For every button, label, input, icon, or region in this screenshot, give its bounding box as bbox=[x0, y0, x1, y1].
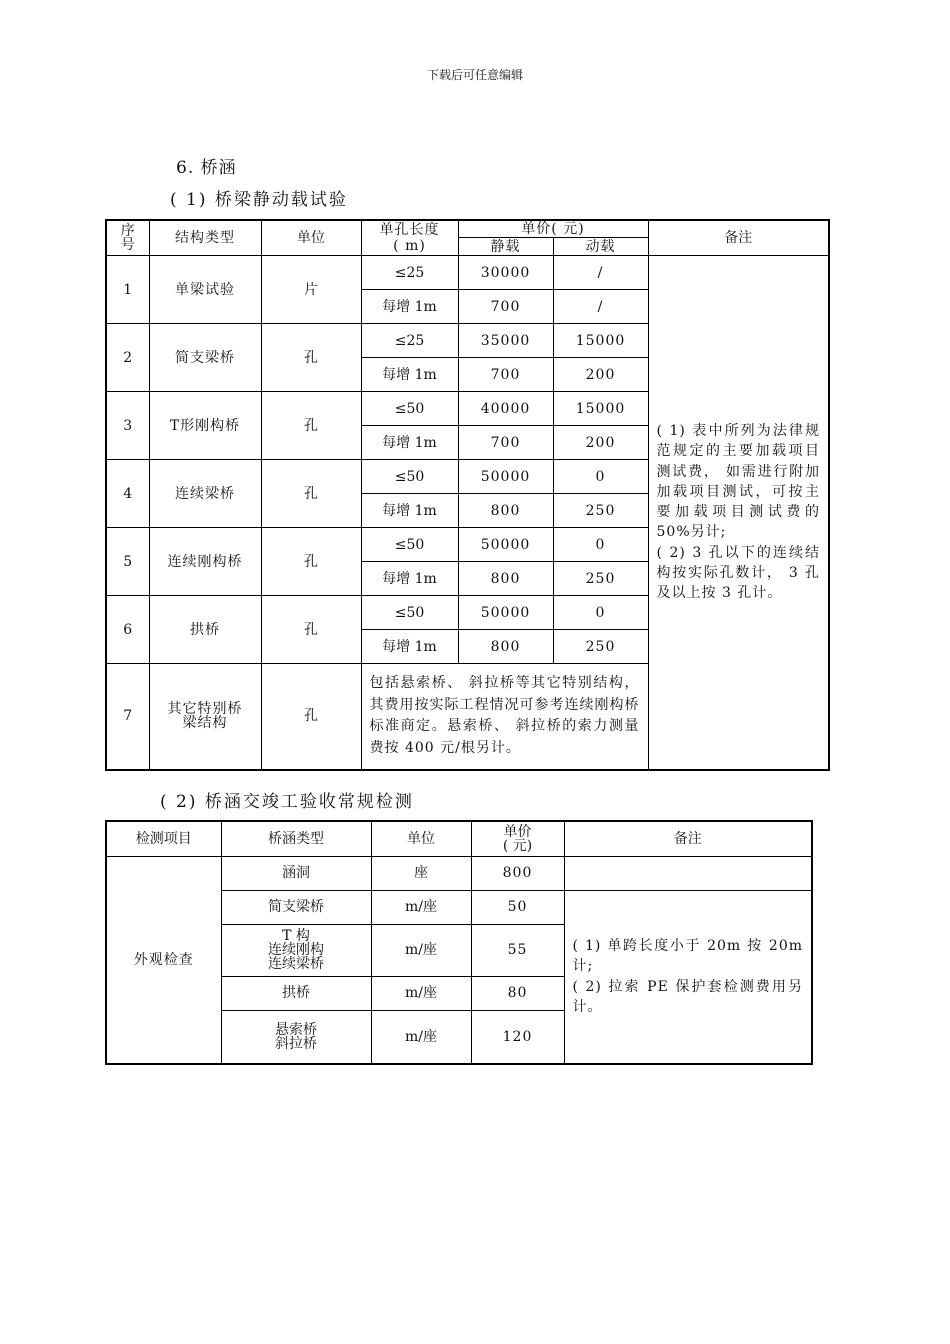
header-structure-type: 结构类型 bbox=[149, 220, 261, 256]
cell-unit: 座 bbox=[371, 856, 471, 890]
cell-structure-type: 单梁试验 bbox=[149, 256, 261, 324]
cell-span: 每增 1m bbox=[361, 290, 458, 324]
cell-unit: 孔 bbox=[261, 664, 361, 770]
cell-static-price: 700 bbox=[458, 290, 553, 324]
cell-span: 每增 1m bbox=[361, 562, 458, 596]
remark-line: ( 2) 3 孔以下的连续结构按实际孔数计， 3 孔及以上按 3 孔计。 bbox=[656, 544, 820, 602]
cell-structure-type: 连续刚构桥 bbox=[149, 528, 261, 596]
cell-bridge-type: 悬索桥 斜拉桥 bbox=[221, 1010, 371, 1064]
header-inspection-item: 检测项目 bbox=[106, 821, 221, 856]
cell-unit: 孔 bbox=[261, 460, 361, 528]
cell-unit: 孔 bbox=[261, 324, 361, 392]
header-unit-price: 单价( 元) bbox=[458, 220, 648, 238]
cell-span: ≤50 bbox=[361, 596, 458, 630]
header-unit: 单位 bbox=[261, 220, 361, 256]
cell-price: 55 bbox=[471, 924, 564, 976]
cell-static-price: 30000 bbox=[458, 256, 553, 290]
cell-structure-type: 连续梁桥 bbox=[149, 460, 261, 528]
cell-unit: 片 bbox=[261, 256, 361, 324]
subsection-title-2: ( 2) 桥涵交竣工验收常规检测 bbox=[160, 792, 414, 812]
remark-line: ( 1) 表中所列为法律规范规定的主要加载项目测试费， 如需进行附加加载项目测试，可按主要加载项目测试费的 50%另计; bbox=[656, 423, 820, 541]
header-bridge-type: 桥涵类型 bbox=[221, 821, 371, 856]
cell-bridge-type: 涵洞 bbox=[221, 856, 371, 890]
header-unit-price: 单价 ( 元) bbox=[471, 821, 564, 856]
cell-span: ≤25 bbox=[361, 256, 458, 290]
cell-dynamic-price: / bbox=[553, 256, 648, 290]
table-row bbox=[106, 856, 812, 890]
cell-unit: m/座 bbox=[371, 890, 471, 924]
header-note: 下载后可任意编辑 bbox=[426, 68, 523, 82]
header-seq: 序 号 bbox=[106, 220, 149, 256]
header-dynamic-load: 动载 bbox=[553, 238, 648, 256]
cell-structure-type: 拱桥 bbox=[149, 596, 261, 664]
cell-seq: 5 bbox=[106, 528, 149, 596]
cell-unit: m/座 bbox=[371, 976, 471, 1010]
cell-price: 120 bbox=[471, 1010, 564, 1064]
cell-remark bbox=[648, 256, 829, 770]
cell-dynamic-price: 0 bbox=[553, 460, 648, 494]
cell-remark bbox=[564, 890, 812, 1064]
cell-static-price: 800 bbox=[458, 562, 553, 596]
cell-dynamic-price: 250 bbox=[553, 562, 648, 596]
cell-span: 每增 1m bbox=[361, 426, 458, 460]
remark-line: ( 2) 拉索 PE 保护套检测费用另计。 bbox=[572, 978, 803, 1016]
remark-line: ( 1) 单跨长度小于 20m 按 20m 计; bbox=[572, 938, 803, 975]
cell-description: 包括悬索桥、 斜拉桥等其它特别结构，其费用按实际工程情况可参考连续刚构桥标准商定。悬索桥、 斜拉桥的索力测量费按 400 元/根另计。 bbox=[361, 664, 648, 770]
cell-bridge-type: 简支梁桥 bbox=[221, 890, 371, 924]
cell-static-price: 50000 bbox=[458, 460, 553, 494]
cell-static-price: 800 bbox=[458, 494, 553, 528]
cell-unit: m/座 bbox=[371, 924, 471, 976]
cell-static-price: 700 bbox=[458, 426, 553, 460]
cell-seq: 1 bbox=[106, 256, 149, 324]
cell-span: ≤50 bbox=[361, 460, 458, 494]
cell-span: 每增 1m bbox=[361, 494, 458, 528]
cell-remark-empty bbox=[564, 856, 812, 890]
cell-dynamic-price: 0 bbox=[553, 596, 648, 630]
header-span-length: 单孔长度 ( m) bbox=[361, 220, 458, 256]
cell-price: 50 bbox=[471, 890, 564, 924]
cell-price: 80 bbox=[471, 976, 564, 1010]
cell-unit: 孔 bbox=[261, 392, 361, 460]
cell-seq: 2 bbox=[106, 324, 149, 392]
cell-seq: 6 bbox=[106, 596, 149, 664]
cell-seq: 7 bbox=[106, 664, 149, 770]
cell-structure-type: 其它特别桥 梁结构 bbox=[149, 664, 261, 770]
cell-seq: 3 bbox=[106, 392, 149, 460]
cell-bridge-type: 拱桥 bbox=[221, 976, 371, 1010]
cell-inspection-item: 外观检查 bbox=[106, 856, 221, 1064]
header-static-load: 静载 bbox=[458, 238, 553, 256]
cell-seq: 4 bbox=[106, 460, 149, 528]
cell-static-price: 800 bbox=[458, 630, 553, 664]
cell-unit: m/座 bbox=[371, 1010, 471, 1064]
cell-span: 每增 1m bbox=[361, 358, 458, 392]
cell-structure-type: 简支梁桥 bbox=[149, 324, 261, 392]
cell-dynamic-price: 250 bbox=[553, 630, 648, 664]
cell-static-price: 40000 bbox=[458, 392, 553, 426]
table-row bbox=[106, 256, 829, 290]
cell-unit: 孔 bbox=[261, 596, 361, 664]
header-remark: 备注 bbox=[648, 220, 829, 256]
cell-dynamic-price: 250 bbox=[553, 494, 648, 528]
cell-static-price: 50000 bbox=[458, 596, 553, 630]
section-title: 6. 桥涵 bbox=[176, 158, 237, 178]
bridge-load-test-table bbox=[105, 219, 830, 771]
subsection-title-1: ( 1) 桥梁静动载试验 bbox=[170, 190, 348, 210]
cell-price: 800 bbox=[471, 856, 564, 890]
cell-dynamic-price: 15000 bbox=[553, 324, 648, 358]
cell-span: ≤50 bbox=[361, 392, 458, 426]
cell-span: ≤25 bbox=[361, 324, 458, 358]
cell-dynamic-price: 200 bbox=[553, 426, 648, 460]
cell-bridge-type: T 构 连续刚构 连续梁桥 bbox=[221, 924, 371, 976]
bridge-acceptance-inspection-table bbox=[105, 820, 813, 1065]
cell-dynamic-price: 0 bbox=[553, 528, 648, 562]
cell-structure-type: T形刚构桥 bbox=[149, 392, 261, 460]
cell-dynamic-price: 200 bbox=[553, 358, 648, 392]
cell-span: 每增 1m bbox=[361, 630, 458, 664]
header-unit: 单位 bbox=[371, 821, 471, 856]
cell-static-price: 35000 bbox=[458, 324, 553, 358]
cell-unit: 孔 bbox=[261, 528, 361, 596]
header-remark: 备注 bbox=[564, 821, 812, 856]
cell-static-price: 700 bbox=[458, 358, 553, 392]
cell-dynamic-price: / bbox=[553, 290, 648, 324]
cell-dynamic-price: 15000 bbox=[553, 392, 648, 426]
cell-static-price: 50000 bbox=[458, 528, 553, 562]
cell-span: ≤50 bbox=[361, 528, 458, 562]
